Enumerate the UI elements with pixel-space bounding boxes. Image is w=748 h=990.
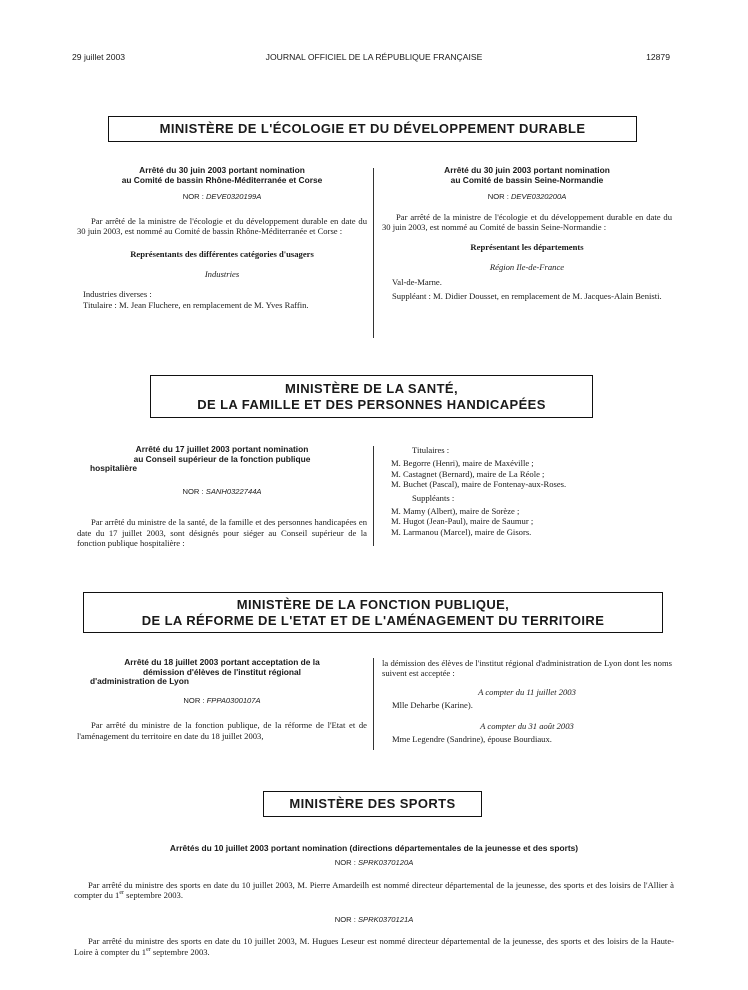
titulaires-label: Titulaires :: [412, 445, 450, 455]
article-title-line: Arrêté du 30 juin 2003 portant nomination: [139, 165, 305, 175]
ordinal-suffix: er: [146, 946, 151, 953]
effective-date: A compter du 11 juillet 2003: [478, 686, 576, 697]
ministry-sante-title-line: DE LA FAMILLE ET DES PERSONNES HANDICAPÉES: [197, 396, 546, 412]
nor-code: DEVE0320200A: [510, 192, 567, 202]
suppleants-label: Suppléants :: [412, 492, 455, 503]
article-body: Par arrêté du ministre de la santé, de la famille et des personnes handicapées en date du 17 juillet 2003, sont désignés pour siéger au Conseil supérieur de la fonction publique hospitalière :: [77, 517, 367, 548]
titulaire-entry: M. Castagnet (Bernard), maire de La Réole ;: [391, 468, 545, 479]
article-body: [74, 880, 674, 901]
nor-code: FPPA0300107A: [206, 695, 261, 705]
suppleant-entry: M. Larmanou (Marcel), maire de Gisors.: [391, 526, 532, 537]
ministry-fonction-title-line: DE LA RÉFORME DE L'ETAT ET DE L'AMÉNAGEMENT DU TERRITOIRE: [141, 612, 605, 628]
ministry-sports-title-text: MINISTÈRE DES SPORTS: [289, 796, 456, 811]
ordinal-suffix: er: [119, 890, 125, 897]
article-body-text: Par arrêté du ministre des sports en date du 10 juillet 2003, M. Hugues Leseur est nommé directeur départemental de la jeunesse, des sports et des loisirs de la Haute-Loire à compter du 1: [74, 936, 674, 957]
article-title-line: au Conseil supérieur de la fonction publique: [133, 453, 311, 464]
ministry-fonction-title: [83, 592, 663, 633]
nor-label: NOR :: [334, 857, 356, 867]
sports-article: [74, 844, 674, 957]
column-divider: [373, 658, 374, 750]
subsection-heading: Industries: [204, 268, 240, 279]
nor-reference: [77, 192, 367, 202]
article-body-text: Par arrêté du ministre des sports en date du 10 juillet 2003, M. Pierre Amardeilh est nommé directeur départemental de la jeunesse, des sports et des loisirs de l'Allier à compter du 1: [74, 880, 674, 901]
article-body: [74, 936, 674, 957]
nor-label: NOR :: [487, 192, 509, 202]
nor-label: NOR :: [334, 914, 356, 924]
ecologie-right-article: [382, 166, 672, 301]
article-title: [77, 166, 367, 185]
article-title: [77, 445, 367, 474]
suppleant-entry: M. Hugot (Jean-Paul), maire de Saumur ;: [391, 516, 534, 527]
sante-left-article: [77, 445, 367, 548]
article-body: la démission des élèves de l'institut régional d'administration de Lyon dont les noms suivent est acceptée :: [382, 658, 672, 679]
ministry-sante-title-line: MINISTÈRE DE LA SANTÉ,: [285, 380, 458, 396]
ministry-fonction-title-line: MINISTÈRE DE LA FONCTION PUBLIQUE,: [236, 596, 510, 612]
subsection-heading: Région Ile-de-France: [489, 261, 565, 272]
article-title-line: Arrêté du 30 juin 2003 portant nomination: [444, 165, 610, 175]
department-line: Val-de-Marne.: [392, 277, 442, 288]
nor-reference: [74, 915, 674, 925]
appointment-line: Suppléant : M. Didier Dousset, en remplacement de M. Jacques-Alain Benisti.: [392, 290, 662, 301]
article-title: [382, 166, 672, 185]
article-title-line: au Comité de bassin Rhône-Méditerranée et Corse: [121, 174, 323, 185]
article-title-line: d'administration de Lyon: [90, 676, 189, 687]
person-entry: Mlle Deharbe (Karine).: [392, 700, 473, 711]
fonction-right-article: [382, 658, 672, 744]
article-body: Par arrêté de la ministre de l'écologie et du développement durable en date du 30 juin 2003, est nommé au Comité de bassin Seine-Normandie :: [382, 211, 672, 232]
ministry-sports-title: [263, 791, 482, 817]
ministry-sante-title: [150, 375, 593, 418]
titulaire-entry: M. Buchet (Pascal), maire de Fontenay-aux-Roses.: [391, 479, 567, 490]
article-title-line: hospitalière: [90, 463, 138, 474]
article-body: Par arrêté de la ministre de l'écologie et du développement durable en date du 30 juin 2003, est nommé au Comité de bassin Rhône-Méditerranée et Corse :: [77, 215, 367, 236]
article-title-line: Arrêté du 17 juillet 2003 portant nomination: [135, 444, 309, 454]
sante-right-article: [391, 445, 681, 537]
article-title-line: au Comité de bassin Seine-Normandie: [450, 174, 604, 185]
header-date: 29 juillet 2003: [72, 52, 126, 62]
header-page-number: 12879: [646, 52, 670, 62]
nor-label: NOR :: [183, 695, 205, 705]
ministry-ecologie-title: [108, 116, 637, 142]
article-body-text: septembre 2003.: [124, 890, 183, 901]
suppleant-entry: M. Mamy (Albert), maire de Sorèze ;: [391, 506, 520, 517]
appointment-line: Titulaire : M. Jean Fluchere, en remplacement de M. Yves Raffin.: [83, 299, 309, 310]
header-journal: JOURNAL OFFICIEL DE LA RÉPUBLIQUE FRANÇAISE: [265, 52, 483, 62]
titulaire-entry: M. Begorre (Henri), maire de Maxéville ;: [391, 458, 534, 469]
article-title: Arrêtés du 10 juillet 2003 portant nomination (directions départementales de la jeunesse et des sports): [169, 843, 579, 853]
section-heading: Représentant les départements: [470, 242, 584, 253]
nor-reference: [77, 696, 367, 706]
column-divider: [373, 168, 374, 338]
nor-reference: [382, 192, 672, 202]
section-heading: Représentants des différentes catégories d'usagers: [130, 249, 314, 260]
nor-reference: [74, 858, 674, 868]
nor-code: SANH0322744A: [205, 486, 262, 496]
article-body: Par arrêté du ministre de la fonction publique, de la réforme de l'Etat et de l'aménagement du territoire en date du 18 juillet 2003,: [77, 720, 367, 741]
ministry-ecologie-title-text: MINISTÈRE DE L'ÉCOLOGIE ET DU DÉVELOPPEMENT DURABLE: [159, 121, 586, 136]
article-title-line: Arrêté du 18 juillet 2003 portant acceptation de la: [124, 657, 320, 667]
article-title: [77, 658, 367, 687]
nor-label: NOR :: [182, 486, 204, 496]
category-line: Industries diverses :: [83, 289, 152, 300]
nor-code: SPRK0370120A: [357, 857, 414, 867]
nor-code: SPRK0370121A: [357, 914, 414, 924]
nor-label: NOR :: [182, 192, 204, 202]
nor-code: DEVE0320199A: [205, 192, 262, 202]
column-divider: [373, 446, 374, 546]
nor-reference: [77, 487, 367, 497]
fonction-left-article: [77, 658, 367, 741]
article-title-line: démission d'élèves de l'institut régional: [142, 666, 302, 677]
person-entry: Mme Legendre (Sandrine), épouse Bourdiaux.: [392, 734, 552, 745]
ecologie-left-article: [77, 166, 367, 310]
article-body-text: septembre 2003.: [150, 946, 210, 957]
effective-date: A compter du 31 août 2003: [480, 720, 574, 731]
